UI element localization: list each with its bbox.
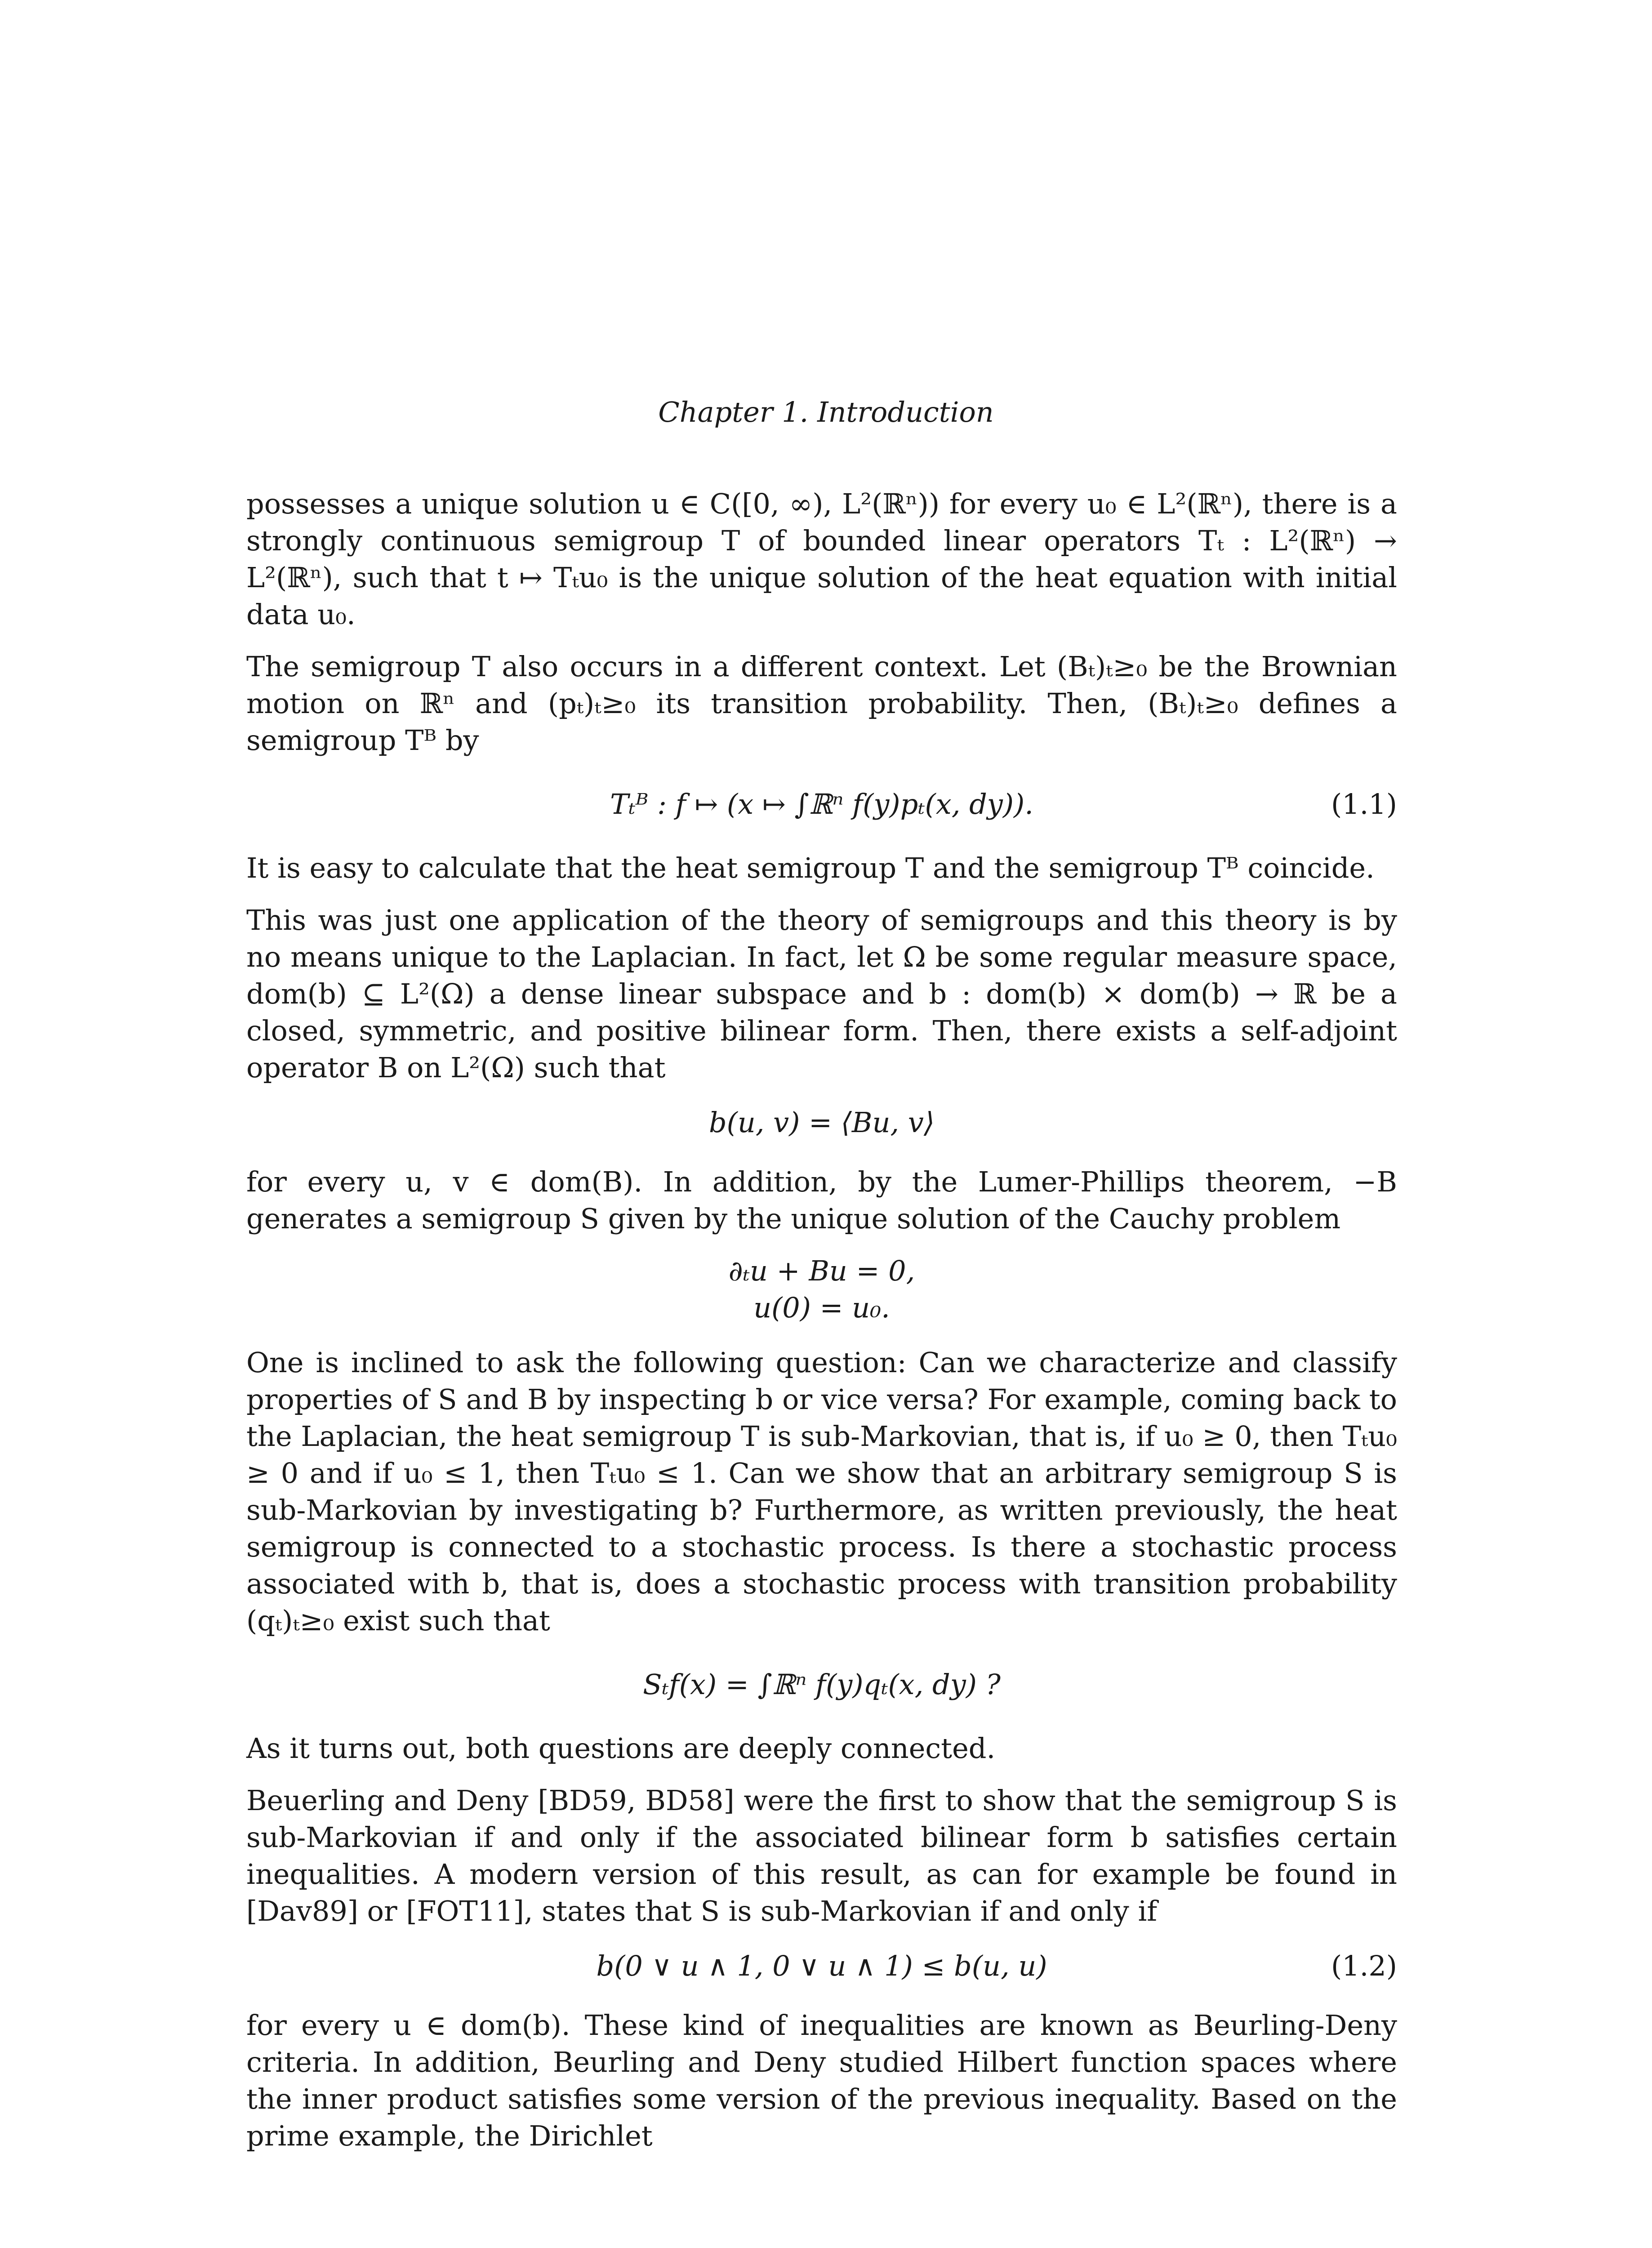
paragraph-8: Beuerling and Deny [BD59, BD58] were the first to show that the semigroup S is sub-Markovian if and only if the associated bilinear form b satisfies certain inequalities. A modern version of this result, as can for example be found in [Dav89] or [FOT11], states that S is sub-Markovian if and only if bbox=[246, 1784, 1397, 1927]
equation-semigroup-s-body: Sₜf(x) = ∫ℝⁿ f(y)qₜ(x, dy) ? bbox=[643, 1668, 1001, 1701]
paragraph-5: for every u, v ∈ dom(B). In addition, by the Lumer-Phillips theorem, −B generates a semigroup S given by the unique solution of the Cauchy problem bbox=[246, 1165, 1397, 1235]
equation-1-2-body: b(0 ∨ u ∧ 1, 0 ∨ u ∧ 1) ≤ b(u, u) bbox=[596, 1949, 1047, 1982]
equation-semigroup-s bbox=[246, 1666, 1397, 1703]
paragraph-3: It is easy to calculate that the heat semigroup T and the semigroup Tᴮ coincide. bbox=[246, 852, 1375, 884]
cauchy-line-2: u(0) = u₀. bbox=[753, 1291, 890, 1324]
equation-bilinear-body: b(u, v) = ⟨Bu, v⟩ bbox=[708, 1106, 935, 1139]
equation-1-2-number: (1.2) bbox=[1331, 1949, 1397, 1982]
running-head: Chapter 1. Introduction bbox=[658, 396, 994, 428]
cauchy-problem bbox=[246, 1253, 1397, 1326]
paragraph-2: The semigroup T also occurs in a different context. Let (Bₜ)ₜ≥₀ be the Brownian motion on ℝⁿ and (pₜ)ₜ≥₀ its transition probability. Then, (Bₜ)ₜ≥₀ defines a semigroup Tᴮ by bbox=[246, 650, 1397, 757]
cauchy-line-1: ∂ₜu + Bu = 0, bbox=[728, 1254, 915, 1287]
equation-1-2 bbox=[246, 1948, 1397, 1985]
page-body bbox=[246, 486, 1397, 2170]
paragraph-7: As it turns out, both questions are deeply connected. bbox=[246, 1732, 996, 1765]
equation-1-1-body: Tₜᴮ : f ↦ (x ↦ ∫ℝⁿ f(y)pₜ(x, dy)). bbox=[610, 788, 1033, 821]
equation-1-1-number: (1.1) bbox=[1331, 788, 1397, 821]
paragraph-1: possesses a unique solution u ∈ C([0, ∞), L²(ℝⁿ)) for every u₀ ∈ L²(ℝⁿ), there is a strongly continuous semigroup T of bounded linear operators Tₜ : L²(ℝⁿ) → L²(ℝⁿ), such that t ↦ Tₜu₀ is the unique solution of the heat equation with initial data u₀. bbox=[246, 487, 1397, 631]
paragraph-9: for every u ∈ dom(b). These kind of inequalities are known as Beurling-Deny criteria. In addition, Beurling and Deny studied Hilbert function spaces where the inner product satisfies some version of the previous inequality. Based on the prime example, the Dirichlet bbox=[246, 2009, 1397, 2152]
paragraph-4: This was just one application of the theory of semigroups and this theory is by no means unique to the Laplacian. In fact, let Ω be some regular measure space, dom(b) ⊆ L²(Ω) a dense linear subspace and b : dom(b) × dom(b) → ℝ be a closed, symmetric, and positive bilinear form. Then, there exists a self-adjoint operator B on L²(Ω) such that bbox=[246, 904, 1397, 1084]
equation-bilinear bbox=[246, 1104, 1397, 1141]
equation-1-1 bbox=[246, 786, 1397, 823]
paragraph-6: One is inclined to ask the following question: Can we characterize and classify properties of S and B by inspecting b or vice versa? For example, coming back to the Laplacian, the heat semigroup T is sub-Markovian, that is, if u₀ ≥ 0, then Tₜu₀ ≥ 0 and if u₀ ≤ 1, then Tₜu₀ ≤ 1. Can we show that an arbitrary semigroup S is sub-Markovian by investigating b? Furthermore, as written previously, the heat semigroup is connected to a stochastic process. Is there a stochastic process associated with b, that is, does a stochastic process with transition probability (qₜ)ₜ≥₀ exist such that bbox=[246, 1346, 1397, 1637]
